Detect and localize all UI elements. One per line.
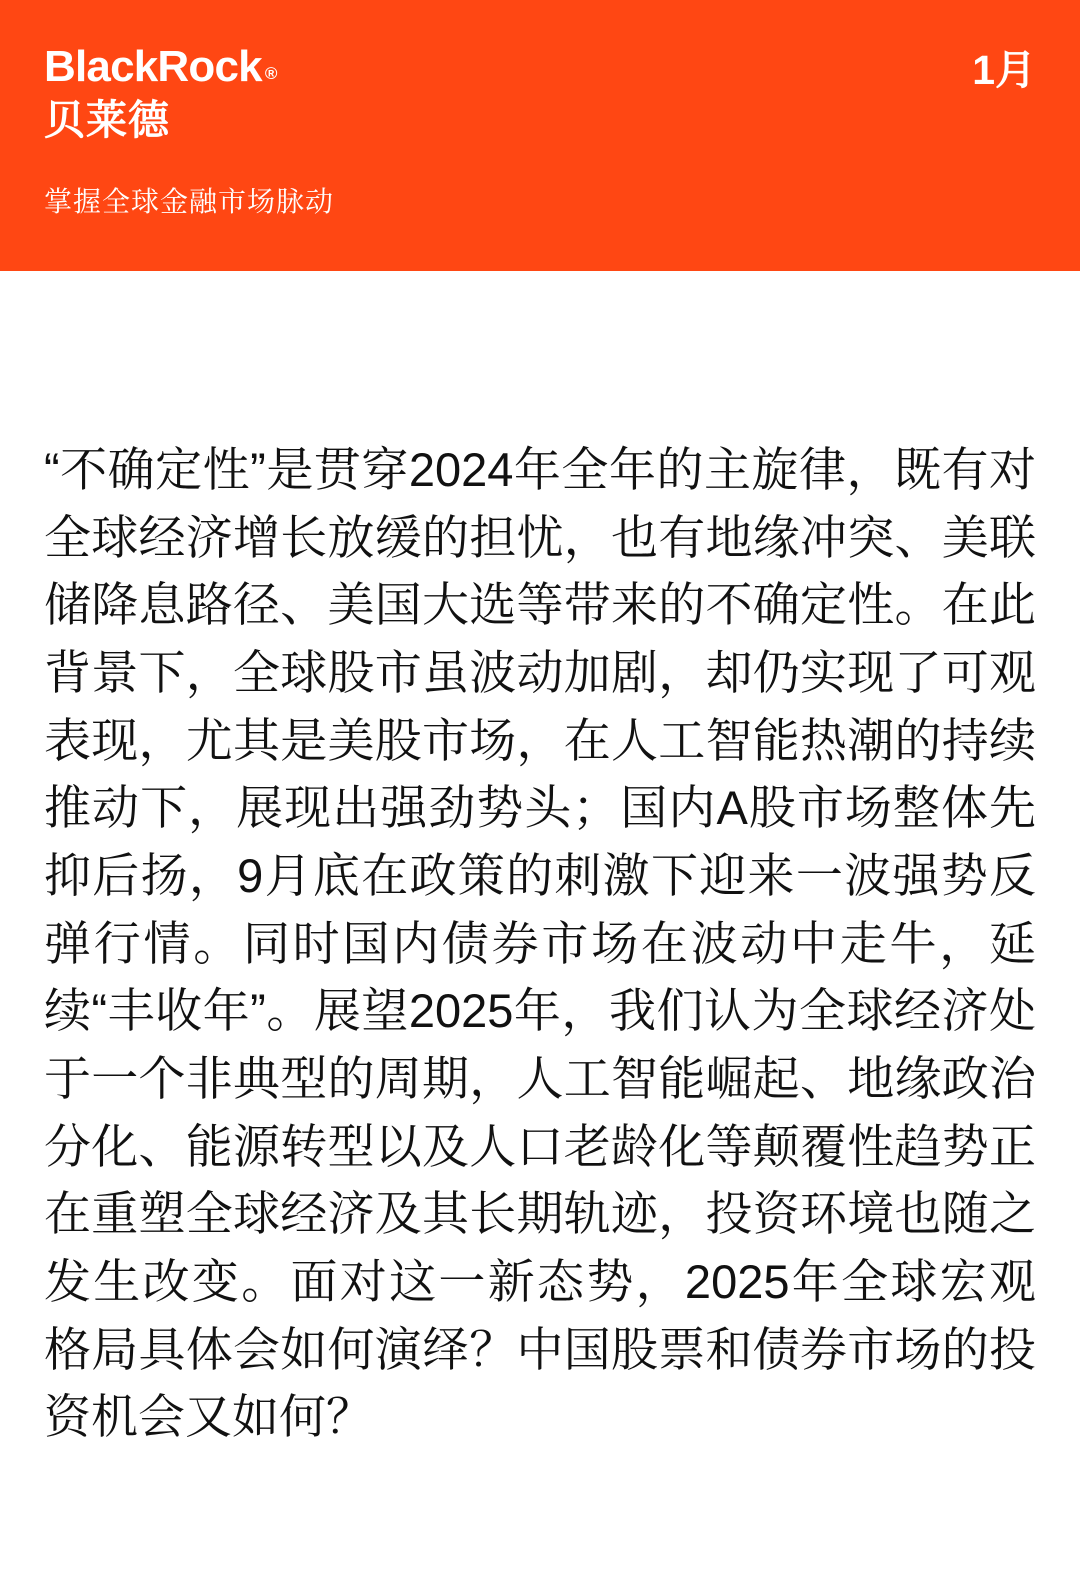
brand-name-latin-text: BlackRock (44, 42, 262, 91)
lead-paragraph: “不确定性”是贯穿2024年全年的主旋律，既有对全球经济增长放缓的担忧，也有地缘冲突、美联储降息路径、美国大选等带来的不确定性。在此背景下，全球股市虽波动加剧，却仍实现了可观表现，尤其是美股市场，在人工智能热潮的持续推动下，展现出强劲势头；国内A股市场整体先抑后扬，9月底在政策的刺激下迎来一波强势反弹行情。同时国内债券市场在波动中走牛，延续“丰收年”。展望2025年，我们认为全球经济处于一个非典型的周期，人工智能崛起、地缘政治分化、能源转型以及人口老龄化等颠覆性趋势正在重塑全球经济及其长期轨迹，投资环境也随之发生改变。面对这一新态势，2025年全球宏观格局具体会如何演绎？中国股票和债券市场的投资机会又如何？ (44, 443, 1036, 1444)
brand-lockup (44, 44, 277, 144)
registered-trademark-icon: ® (264, 64, 277, 83)
header-subtitle: 掌握全球金融市场脉动 (44, 186, 335, 218)
header-top-row (44, 44, 1036, 144)
brand-name-chinese: 贝莱德 (44, 97, 170, 144)
header-banner (0, 0, 1080, 271)
article-content (0, 271, 1080, 1451)
issue-month-label: 1月 (972, 47, 1036, 93)
brand-name-latin (44, 44, 277, 90)
